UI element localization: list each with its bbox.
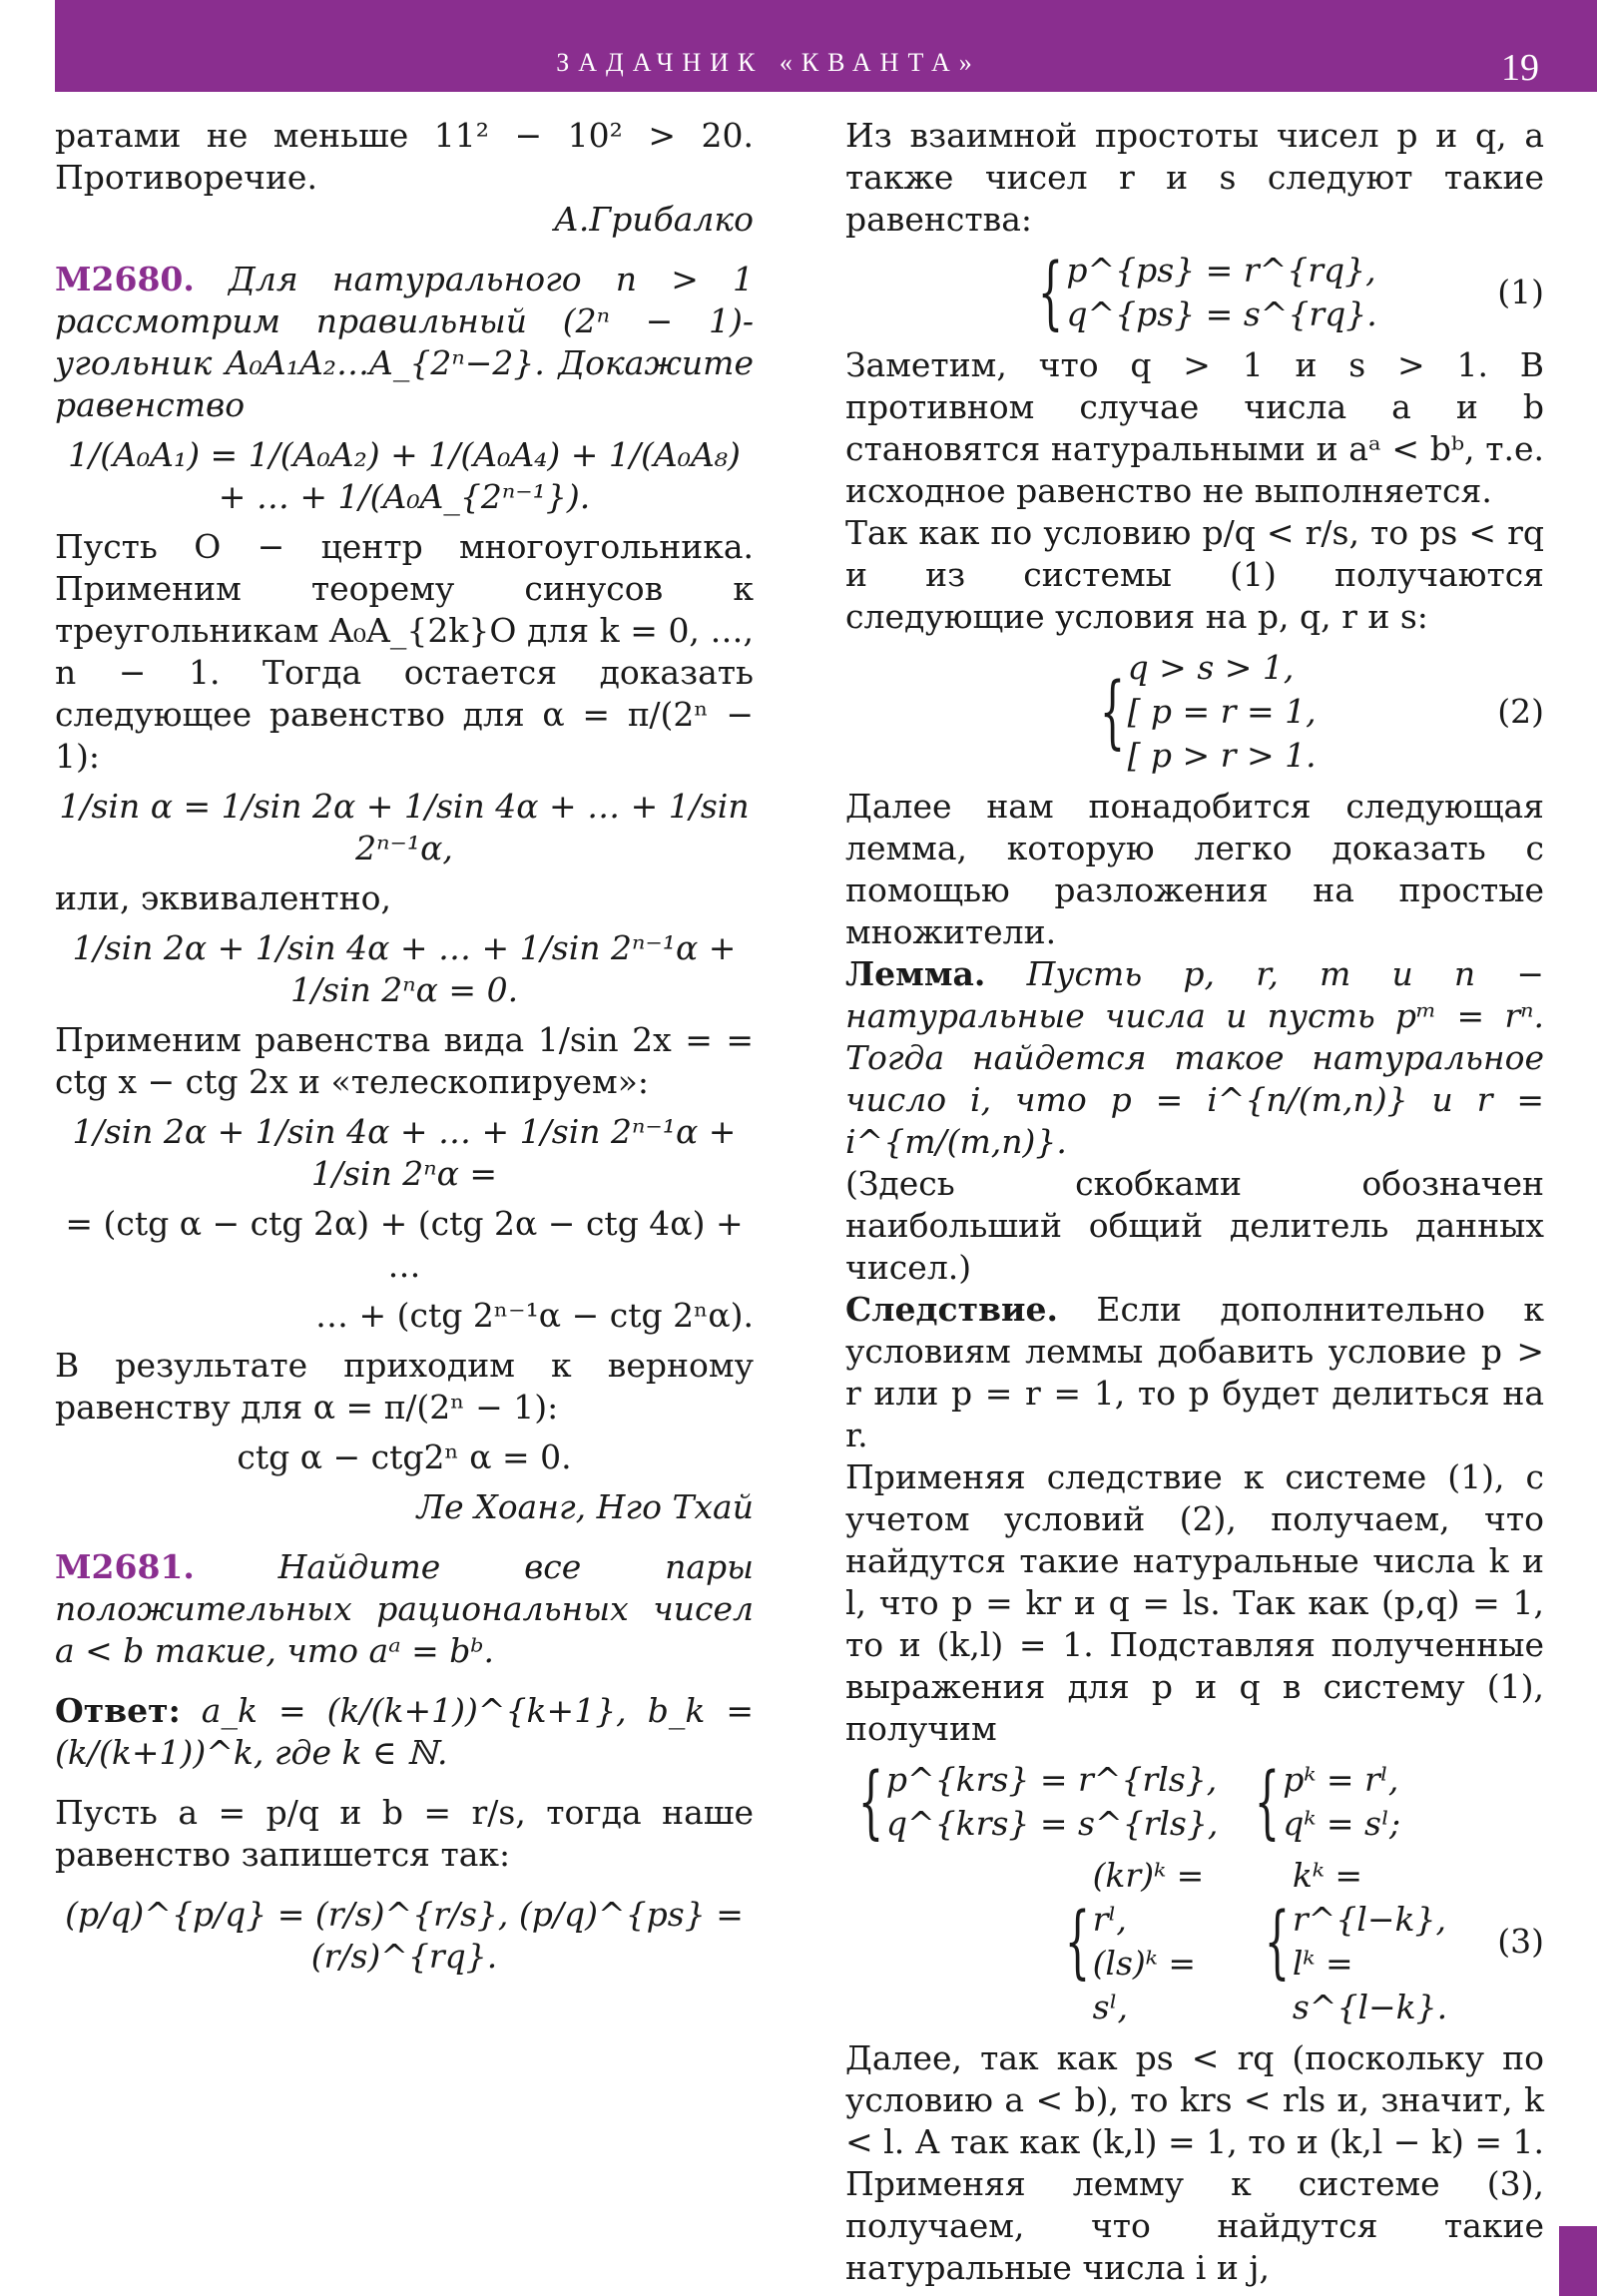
paragraph-lemma-intro: Далее нам понадобится следующая лемма, которую легко доказать с помощью разложения на простые множители. bbox=[845, 787, 1544, 951]
corollary bbox=[845, 1289, 1544, 1456]
system-row: (kr)ᵏ = rˡ, bbox=[1092, 1856, 1205, 1939]
answer-label: Ответ: bbox=[55, 1691, 181, 1730]
paragraph-remark: Заметим, что q > 1 и s > 1. В противном случае числа a и b становятся натуральными и aᵃ < bᵇ, т.е. исходное равенство не выполняется. bbox=[845, 345, 1544, 510]
journal-title: ЗАДАЧНИК «КВАНТА» bbox=[556, 48, 981, 77]
system-row: (ls)ᵏ = sˡ, bbox=[1092, 1944, 1196, 2026]
right-column bbox=[845, 115, 1544, 2289]
formula-eq3: 1/sin 2α + 1/sin 4α + … + 1/sin 2ⁿ⁻¹α + 1/sin 2ⁿα = 0. bbox=[72, 928, 737, 1009]
answer-formula: a_k = (k/(k+1))^{k+1}, b_k = (k/(k+1))^k, где k ∈ ℕ. bbox=[55, 1691, 754, 1772]
author-le-hoang: Ле Хоанг, Нго Тхай bbox=[416, 1487, 754, 1526]
system-1-body bbox=[1025, 246, 1377, 338]
paragraph-conditions: Так как по условию p/q < r/s, то ps < rq и из системы (1) получаются следующие условия на p, q, r и s: bbox=[845, 513, 1544, 636]
problem-id-2: М2681. bbox=[55, 1547, 195, 1586]
lemma bbox=[845, 953, 1544, 1163]
formula-eq2: 1/sin α = 1/sin 2α + 1/sin 4α + … + 1/sin 2ⁿ⁻¹α, bbox=[59, 787, 750, 867]
left-column bbox=[55, 115, 754, 1978]
formula-eq4c: … + (ctg 2ⁿ⁻¹α − ctg 2ⁿα). bbox=[315, 1296, 754, 1335]
equivalent-text: или, эквивалентно, bbox=[55, 878, 391, 917]
equation-number: (1) bbox=[1497, 273, 1544, 311]
paragraph-coprime: Из взаимной простоты чисел p и q, а также чисел r и s следуют такие равенства: bbox=[845, 116, 1544, 239]
paragraph-apply: Применяя следствие к системе (1), с учетом условий (2), получаем, что найдутся такие натуральные числа k и l, что p = kr и q = ls. Так как (p,q) = 1, то и (k,l) = 1. Подставляя полученные выражения для p и q в систему (1), получим bbox=[845, 1457, 1544, 1748]
system-row: qᵏ = sˡ; bbox=[1283, 1804, 1401, 1843]
solution-text-4: Пусть a = p/q и b = r/s, тогда наше равенство запишется так: bbox=[55, 1793, 754, 1874]
formula-eq4a: 1/sin 2α + 1/sin 4α + … + 1/sin 2ⁿ⁻¹α + 1/sin 2ⁿα = bbox=[72, 1112, 737, 1193]
system-3-top bbox=[845, 1755, 1544, 1848]
brace-icon: { bbox=[1255, 1755, 1281, 1848]
system-row: p^{krs} = r^{rls}, bbox=[885, 1760, 1218, 1799]
brace-icon: { bbox=[1099, 665, 1125, 758]
paragraph-final: Далее, так как ps < rq (поскольку по условию a < b), то krs < rls и, значит, k < l. А так как (k,l) = 1, то и (k,l − k) = 1. Применяя лемму к системе (3), получаем, что найдутся такие натуральные числа i и j, bbox=[845, 2038, 1544, 2287]
system-3c bbox=[1052, 1854, 1228, 2029]
author-gribalko: А.Грибалко bbox=[553, 200, 754, 239]
paragraph-gcd-note: (Здесь скобками обозначен наибольший общий делитель данных чисел.) bbox=[845, 1164, 1544, 1287]
lemma-text: Пусть p, r, m и n − натуральные числа и пусть pᵐ = rⁿ. Тогда найдется такое натуральное число i, что p = i^{n/(m,n)} и r = i^{m/(m,n)}. bbox=[845, 954, 1544, 1161]
system-row: [ p > r > 1. bbox=[1127, 736, 1317, 775]
answer bbox=[55, 1690, 754, 1774]
problem-statement-2: Найдите все пары положительных рациональных чисел a < b такие, что aᵃ = bᵇ. bbox=[55, 1547, 754, 1670]
corner-marker bbox=[1559, 2226, 1597, 2296]
problem-m2680 bbox=[55, 259, 754, 426]
system-2-body bbox=[1087, 646, 1317, 778]
page-number: 19 bbox=[1501, 47, 1539, 89]
formula-eq4b: = (ctg α − ctg 2α) + (ctg 2α − ctg 4α) + … bbox=[65, 1204, 744, 1285]
solution-text-3: В результате приходим к верному равенству для α = π/(2ⁿ − 1): bbox=[55, 1346, 754, 1427]
system-row: q^{ps} = s^{rq}. bbox=[1066, 294, 1377, 333]
system-3d bbox=[1252, 1854, 1497, 2029]
solution-text-2: Применим равенства вида 1/sin 2x = = ctg x − ctg 2x и «телескопируем»: bbox=[55, 1020, 754, 1101]
formula-m2681-eq1: (p/q)^{p/q} = (r/s)^{r/s}, (p/q)^{ps} = (r/s)^{rq}. bbox=[65, 1895, 744, 1976]
system-row: [ p = r = 1, bbox=[1127, 692, 1317, 731]
system-row: q^{krs} = s^{rls}, bbox=[885, 1804, 1219, 1843]
system-row: q > s > 1, bbox=[1127, 648, 1295, 687]
corollary-label: Следствие. bbox=[845, 1290, 1058, 1329]
brace-icon: { bbox=[1038, 246, 1064, 338]
system-1 bbox=[845, 246, 1544, 338]
system-3-bottom bbox=[845, 1854, 1544, 2029]
brace-icon: { bbox=[1264, 1895, 1291, 1988]
equation-number: (3) bbox=[1497, 1922, 1544, 1961]
system-row: kᵏ = r^{l−k}, bbox=[1292, 1856, 1446, 1939]
system-3b bbox=[1242, 1755, 1401, 1848]
problem-id: М2680. bbox=[55, 260, 195, 298]
system-3a bbox=[845, 1755, 1219, 1848]
problem-m2681 bbox=[55, 1546, 754, 1672]
system-row: p^{ps} = r^{rq}, bbox=[1066, 251, 1376, 289]
paragraph-intro: ратами не меньше 11² − 10² > 20. Противоречие. bbox=[55, 116, 754, 197]
equation-number: (2) bbox=[1497, 692, 1544, 731]
corollary-text: Если дополнительно к условиям леммы добавить условие p > r или p = r = 1, то p будет делиться на r. bbox=[845, 1290, 1544, 1454]
system-row: pᵏ = rˡ, bbox=[1283, 1760, 1399, 1799]
page-header bbox=[55, 0, 1597, 92]
brace-icon: { bbox=[857, 1755, 884, 1848]
formula-eq5: ctg α − ctg2ⁿ α = 0. bbox=[237, 1437, 572, 1476]
system-row: lᵏ = s^{l−k}. bbox=[1292, 1944, 1448, 2026]
brace-icon: { bbox=[1064, 1895, 1090, 1988]
lemma-label: Лемма. bbox=[845, 954, 986, 993]
solution-text: Пусть O − центр многоугольника. Применим теорему синусов к треугольникам A₀A_{2k}O для k = 0, …, n − 1. Тогда остается доказать следующее равенство для α = π/(2ⁿ − 1): bbox=[55, 527, 754, 776]
formula-eq1: 1/(A₀A₁) = 1/(A₀A₂) + 1/(A₀A₄) + 1/(A₀A₈) + … + 1/(A₀A_{2ⁿ⁻¹}). bbox=[68, 435, 741, 516]
problem-statement: Для натурального n > 1 рассмотрим правильный (2ⁿ − 1)-угольник A₀A₁A₂…A_{2ⁿ−2}. Докажите равенство bbox=[55, 260, 754, 424]
system-2 bbox=[845, 646, 1544, 778]
